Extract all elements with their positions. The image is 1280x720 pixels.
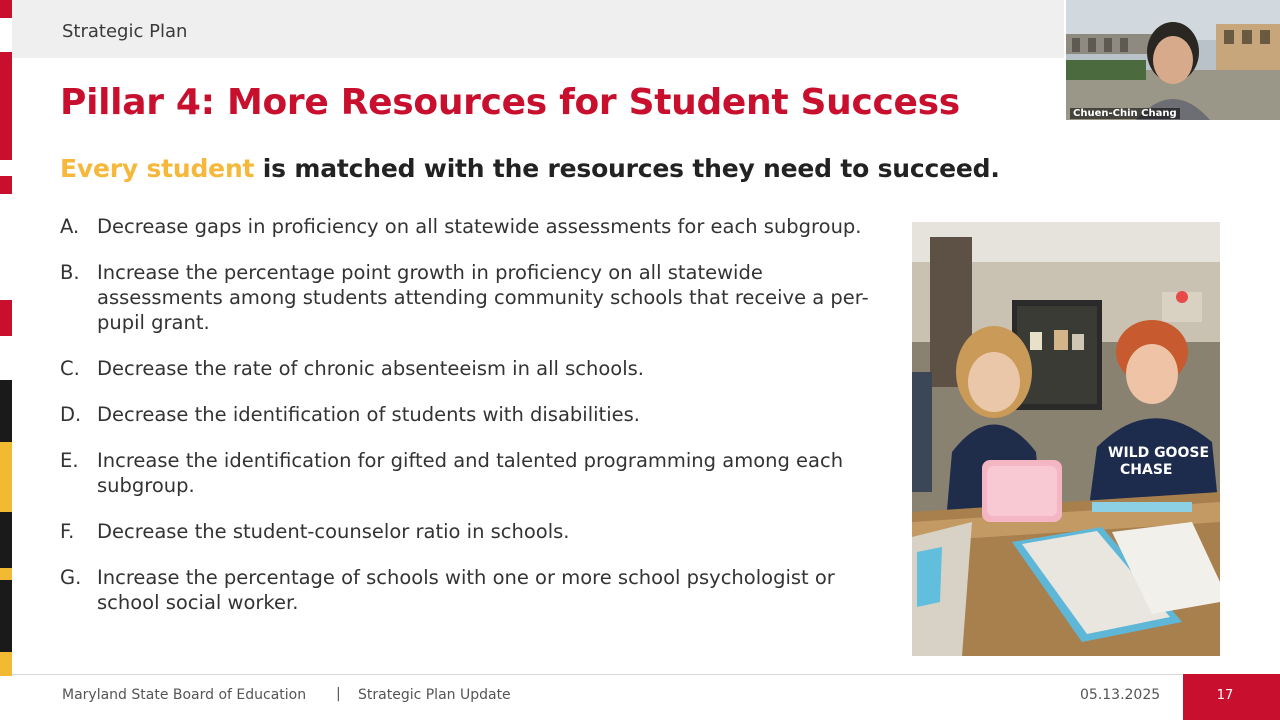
subtitle-text: is matched with the resources they need to succeed. — [254, 154, 1000, 183]
flag-strip-red — [0, 0, 12, 18]
flag-strip-red — [0, 176, 12, 194]
goal-item — [60, 402, 890, 427]
participant-video-tile[interactable] — [1066, 0, 1280, 120]
footer-organization: Maryland State Board of Education — [62, 687, 307, 703]
goal-text: Decrease the student-counselor ratio in schools. — [97, 520, 570, 543]
goal-letter: G. — [60, 566, 82, 589]
goal-item — [60, 519, 890, 544]
footer-date: 05.13.2025 — [1080, 687, 1161, 703]
subtitle-highlight: Every student — [60, 154, 255, 183]
goal-letter: C. — [60, 357, 80, 380]
goal-letter: E. — [60, 449, 79, 472]
goal-letter: B. — [60, 261, 80, 284]
footer-document-title: Strategic Plan Update — [358, 687, 511, 703]
flag-strip-black — [0, 580, 12, 652]
goal-letter: A. — [60, 215, 80, 238]
flag-strip-red — [0, 52, 12, 160]
goal-item — [60, 356, 890, 381]
svg-text:CHASE: CHASE — [1120, 462, 1173, 478]
goal-text: Decrease the rate of chronic absenteeism in all schools. — [97, 357, 645, 380]
flag-strip-black — [0, 380, 12, 442]
goals-list — [60, 214, 890, 636]
participant-name: Chuen-Chin Chang — [1070, 108, 1180, 119]
slide-subtitle — [60, 154, 1000, 183]
goal-item — [60, 260, 890, 335]
goal-text: Increase the identification for gifted and talented programming among each subgroup. — [97, 449, 844, 497]
flag-strip-gold — [0, 442, 12, 512]
footer-divider — [12, 674, 1182, 675]
flag-strip-gold — [0, 652, 12, 676]
participant-video-feed — [1066, 0, 1280, 120]
flag-strip-red — [0, 300, 12, 336]
slide-title: Pillar 4: More Resources for Student Success — [60, 82, 960, 123]
goal-text: Increase the percentage point growth in proficiency on all statewide assessments among students attending community schools that receive a per-pupil grant. — [97, 261, 869, 334]
goal-text: Increase the percentage of schools with one or more school psychologist or school social worker. — [97, 566, 835, 614]
svg-text:WILD GOOSE: WILD GOOSE — [1108, 445, 1210, 461]
goal-text: Decrease gaps in proficiency on all statewide assessments for each subgroup. — [97, 215, 862, 238]
flag-strip-gold — [0, 568, 12, 580]
classroom-photo-illustration — [912, 222, 1220, 656]
classroom-photo — [912, 222, 1220, 656]
goal-item — [60, 214, 890, 239]
zoom-watermark: zoom — [1094, 646, 1192, 681]
footer-separator: | — [336, 686, 341, 702]
flag-strip-white — [0, 18, 12, 52]
goal-item — [60, 565, 890, 615]
flag-strip — [0, 0, 12, 720]
goal-item — [60, 448, 890, 498]
section-label: Strategic Plan — [62, 21, 188, 42]
goal-letter: D. — [60, 403, 82, 426]
page-number: 17 — [1216, 688, 1234, 703]
flag-strip-black — [0, 512, 12, 568]
goal-text: Decrease the identification of students with disabilities. — [97, 403, 640, 426]
goal-letter: F. — [60, 520, 75, 543]
